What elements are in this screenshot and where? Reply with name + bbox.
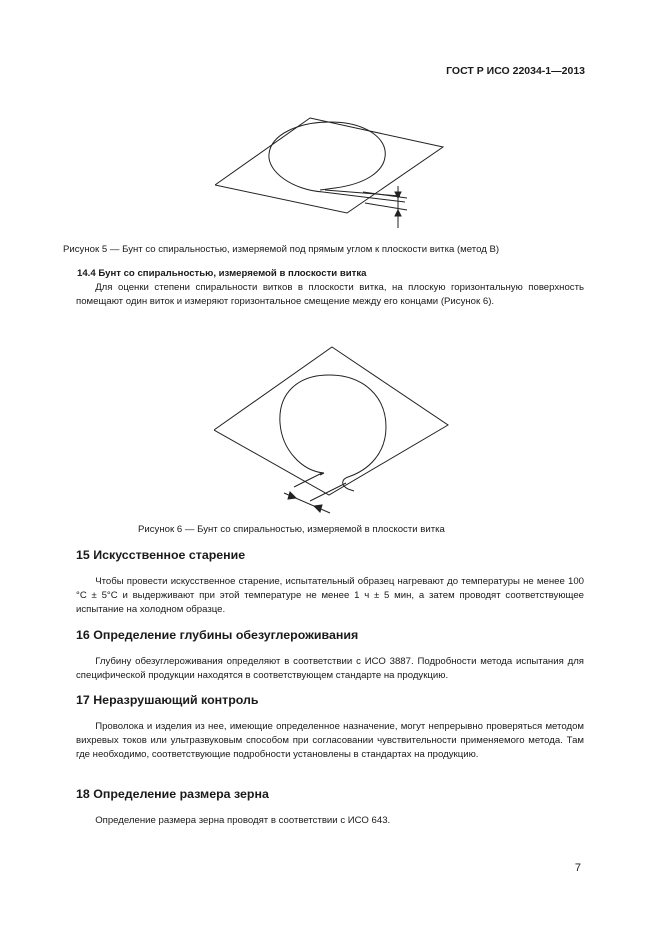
section-14-4-title: 14.4 Бунт со спиральностью, измеряемой в плоскости витка bbox=[77, 268, 367, 279]
section-16-text: Глубину обезуглероживания определяют в соответствии с ИСО 3887. Подробности метода испытания для специфической продукции находятся в соответствующем стандарте на продукцию. bbox=[76, 656, 584, 682]
figure-5-drawing bbox=[215, 110, 450, 230]
figure-6-measure-line-1 bbox=[294, 473, 322, 487]
figure-5-plane bbox=[215, 118, 443, 213]
section-17-text: Проволока и изделия из нее, имеющие определенное назначение, могут непрерывно проверяться методом вихревых токов или ультразвуковым способом при согласовании чувствительности применяемого метода. Там где необходимо, соответствующие подробности установлены в стандартах на продукцию. bbox=[76, 721, 584, 761]
document-header: ГОСТ Р ИСО 22034-1—2013 bbox=[446, 65, 585, 77]
figure-6-measure-line-2 bbox=[310, 483, 346, 501]
figure-5-coil bbox=[269, 122, 385, 192]
figure-5-arrow-down bbox=[395, 210, 401, 216]
figure-6-caption: Рисунок 6 — Бунт со спиральностью, измеряемой в плоскости витка bbox=[138, 524, 445, 535]
section-18-title: 18 Определение размера зерна bbox=[76, 787, 269, 801]
figure-6-coil bbox=[280, 375, 386, 489]
page-number: 7 bbox=[574, 862, 581, 874]
section-15-title: 15 Искусственное старение bbox=[76, 548, 246, 562]
figure-5-caption: Рисунок 5 — Бунт со спиральностью, измеряемой под прямым углом к плоскости витка (метод B) bbox=[63, 244, 500, 255]
figure-5-measure-line-2 bbox=[365, 203, 407, 210]
figure-6-arrow-2 bbox=[314, 505, 322, 512]
section-16-title: 16 Определение глубины обезуглероживания bbox=[76, 628, 359, 642]
figure-6-arrow-1 bbox=[288, 492, 296, 499]
figure-6-coil-end bbox=[320, 473, 354, 491]
figure-6-plane bbox=[214, 347, 448, 495]
section-17-title: 17 Неразрушающий контроль bbox=[76, 693, 259, 707]
section-15-text: Чтобы провести искусственное старение, испытательный образец нагревают до температуры не менее 100 °С ± 5°С и выдерживают при этой температуре не менее 1 ч ± 5 мин, а затем проводят соответствующее испытание на холодном образце. bbox=[76, 576, 584, 616]
figure-6-drawing bbox=[214, 345, 450, 515]
section-18-text: Определение размера зерна проводят в соответствии с ИСО 643. bbox=[95, 815, 391, 826]
section-14-4-text: Для оценки степени спиральности витков в плоскости витка, на плоскую горизонтальную поверхность помещают один виток и измеряют горизонтальное смещение между его концами (Рисунок 6). bbox=[76, 282, 584, 308]
